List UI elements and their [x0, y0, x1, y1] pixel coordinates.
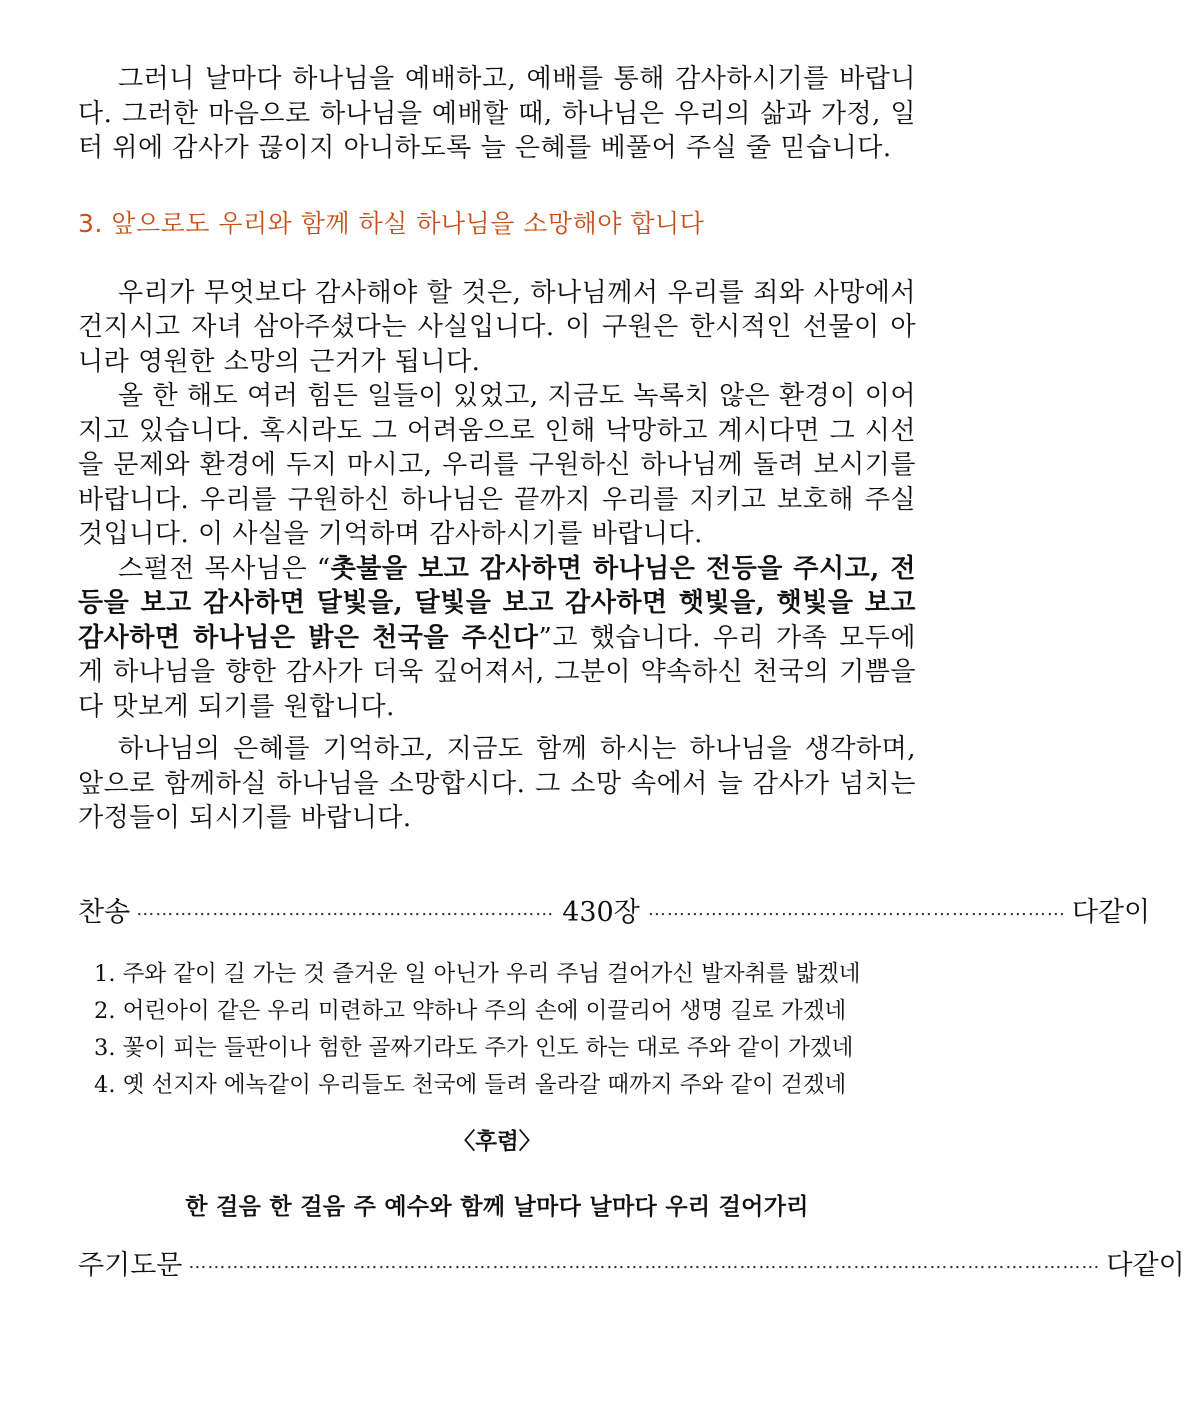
section-heading: 3. 앞으로도 우리와 함께 하실 하나님을 소망해야 합니다	[78, 208, 705, 238]
leader-dots: …………………………………………………………	[136, 899, 555, 920]
hymn-verse: 2. 어린아이 같은 우리 미련하고 약하나 주의 손에 이끌리어 생명 길로 가겠네	[94, 997, 847, 1024]
prayer-label-char: 주	[78, 1250, 105, 1281]
hymn-lyrics	[94, 956, 916, 1104]
hymn-verse: 3. 꽃이 피는 들판이나 험한 골짜기라도 주가 인도 하는 대로 주와 같이 가겠네	[94, 1034, 854, 1061]
chorus-text: 한 걸음 한 걸음 주 예수와 함께 날마다 날마다 우리 걸어가리	[185, 1192, 809, 1220]
prayer-label-char: 기	[104, 1250, 131, 1281]
page-content	[78, 62, 1185, 1283]
quote-intro: 스펄전 목사님은 “	[118, 553, 331, 584]
prayer-label-char: 도	[130, 1250, 157, 1281]
leader-dots: ………………………………………………………………………………………………………………………………	[188, 1252, 1101, 1273]
prayer-label-char: 문	[156, 1250, 183, 1281]
hymn-label-char: 찬	[78, 897, 105, 928]
paragraph-salvation: 우리가 무엇보다 감사해야 할 것은, 하나님께서 우리를 죄와 사망에서 건지시고 자녀 삼아주셨다는 사실입니다. 이 구원은 한시적인 선물이 아니라 영원한 소망의 근거가 됩니다.	[78, 277, 916, 377]
hymn-label	[78, 890, 130, 929]
performer-char: 다	[1106, 1250, 1133, 1281]
chorus-label: 〈후렴〉	[452, 1128, 542, 1155]
spurgeon-quote: 촛불을 보고 감사하면 하나님은 전등을 주시고, 전등을 보고 감사하면 달빛을, 달빛을 보고 감사하면 햇빛을, 햇빛을 보고 감사하면 하나님은 밝은 천국을 주신다	[78, 553, 916, 653]
hymn-verse: 4. 옛 선지자 에녹같이 우리들도 천국에 들려 올라갈 때까지 주와 같이 걷겠네	[94, 1071, 847, 1098]
quote-outro: ”고 했습니다. 우리 가족 모두에게 하나님을 향한 감사가 더욱 깊어져서, 그분이 약속하신 천국의 기쁨을 다 맛보게 되기를 원합니다.	[78, 622, 916, 722]
performer-char: 같	[1132, 1250, 1159, 1281]
performer-char: 같	[1097, 897, 1124, 928]
paragraph-hardship: 올 한 해도 여러 힘든 일들이 있었고, 지금도 녹록치 않은 환경이 이어지고 있습니다. 혹시라도 그 어려움으로 인해 낙망하고 계시다면 그 시선을 문제와 환경에 두지 마시고, 우리를 구원하신 하나님께 돌려 보시기를 바랍니다. 우리를 구원하신 하나님은 끝까지 우리를 지키고 보호해 주실 것입니다. 이 사실을 기억하며 감사하시기를 바랍니다.	[78, 381, 916, 549]
hymn-order-row	[78, 890, 1151, 930]
performer-char: 이	[1158, 1250, 1185, 1281]
hymn-performer	[1072, 890, 1150, 929]
prayer-performer	[1106, 1243, 1184, 1282]
hymn-verse: 1. 주와 같이 길 가는 것 즐거운 일 아닌가 우리 주님 걸어가신 발자취를 밟겠네	[94, 960, 861, 987]
performer-char: 다	[1071, 897, 1098, 928]
paragraph-spurgeon-quote	[78, 552, 916, 725]
hymn-number: 430장	[562, 897, 640, 928]
performer-char: 이	[1124, 897, 1151, 928]
leader-dots: …………………………………………………………	[647, 899, 1066, 920]
paragraph-closing: 하나님의 은혜를 기억하고, 지금도 함께 하시는 하나님을 생각하며, 앞으로 함께하실 하나님을 소망합시다. 그 소망 속에서 늘 감사가 넘치는 가정들이 되시기를 바랍니다.	[78, 734, 916, 833]
prayer-label	[78, 1243, 182, 1282]
intro-paragraph: 그러니 날마다 하나님을 예배하고, 예배를 통해 감사하시기를 바랍니다. 그러한 마음으로 하나님을 예배할 때, 하나님은 우리의 삶과 가정, 일터 위에 감사가 끊이지 아니하도록 늘 은혜를 베풀어 주실 줄 믿습니다.	[78, 64, 916, 163]
prayer-order-row	[78, 1243, 1185, 1283]
hymn-label-char: 송	[104, 897, 131, 928]
